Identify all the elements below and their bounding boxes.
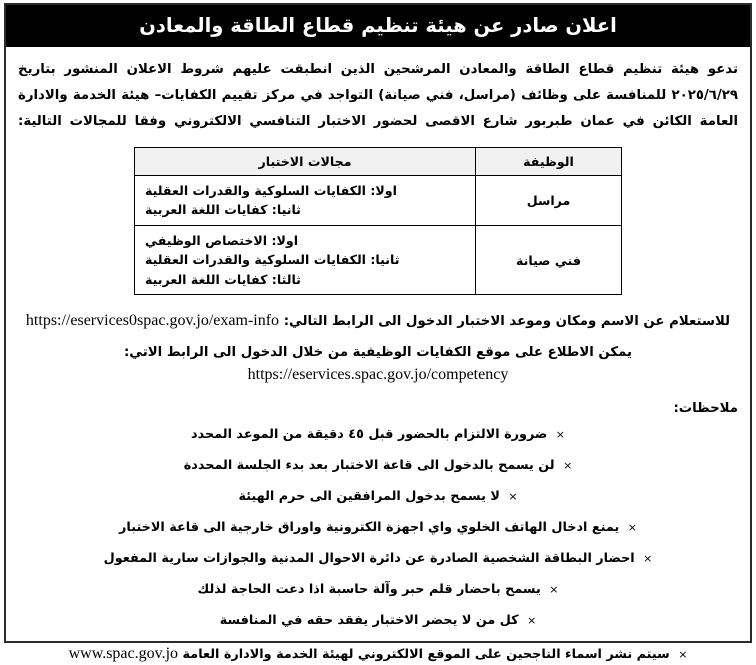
bullet-x-icon: × [508,490,518,504]
note-text: سيتم نشر اسماء الناجحين على الموقع الالكتروني لهيئة الخدمة والادارة العامة [182,646,670,662]
note-text: يسمح باحضار قلم حبر وآلة حاسبة اذا دعت الحاجة لذلك [197,581,541,597]
note-text: احضار البطاقة الشخصية الصادرة عن دائرة الاحوال المدنية والجوازات سارية المفعول [103,550,635,566]
exam-info-url[interactable]: https://eservices0spac.gov.jo/exam-info [25,312,280,330]
cell-job-title: مراسل [476,175,622,225]
bullet-x-icon: × [527,613,537,627]
bullet-x-icon: × [549,582,559,596]
exam-info-link-line [18,309,738,333]
exam-areas-table [134,147,622,296]
announcement-banner [6,5,750,47]
notes-heading: ملاحظات: [673,401,738,417]
table-row [135,225,622,295]
competency-url[interactable]: https://eservices.spac.gov.jo/competency [247,366,509,384]
exam-area-line: ثانيا: الكفايات السلوكية والقدرات العقلية [145,252,400,268]
bullet-x-icon: × [678,647,688,661]
spac-website-url[interactable]: www.spac.gov.jo [68,644,179,662]
intro-paragraph: تدعو هيئة تنظيم قطاع الطاقة والمعادن المرشحين الذين انطبقت عليهم شروط الاعلان المنشور بتاريخ ٢٠٢٥/٦/٢٩ للمنافسة على وظائف (مراسل، فني صيانة) التواجد في مركز تقييم الكفايات– هيئة الخدمة والادارة العامة الكائن في عمان طبربور شارع الاقصى لحضور الاختبار التنافسي الالكتروني وفقا للمجالات التالية: [18,62,738,129]
list-item [18,612,738,630]
competency-link-label: يمكن الاطلاع على موقع الكفايات الوظيفية من خلال الدخول الى الرابط الاتي: [123,345,633,361]
bullet-x-icon: × [627,521,637,534]
page-title: اعلان صادر عن هيئة تنظيم قطاع الطاقة والمعادن [139,14,617,38]
note-text: يمنع ادخال الهاتف الخلوي واي اجهزة الكترونية واوراق خارجية الى قاعة الاختبار [119,520,620,535]
list-item [18,519,738,537]
bullet-x-icon: × [555,428,565,442]
list-item [18,643,738,665]
notes-list [18,426,738,665]
exam-area-line: ثانيا: كفايات اللغة العربية [145,202,301,218]
exam-area-line: اولا: الكفايات السلوكية والقدرات العقلية [145,182,397,198]
cell-exam-areas [135,225,476,295]
column-header-job: الوظيفة [476,147,622,175]
document-body [6,47,750,665]
competency-link-line [18,343,738,387]
note-text: لا يسمح بدخول المرافقين الى حرم الهيئة [238,489,500,505]
cell-job-title: فني صيانة [476,225,622,295]
list-item [18,581,738,599]
note-text: لن يسمح بالدخول الى قاعة الاختبار بعد بدء الجلسة المحددة [183,458,555,474]
list-item [18,457,738,475]
list-item [18,550,738,568]
announcement-sheet [4,3,752,662]
bullet-x-icon: × [563,459,573,473]
list-item [18,488,738,506]
exam-area-line: اولا: الاختصاص الوظيفي [145,232,299,248]
table-body [135,175,622,295]
column-header-areas: مجالات الاختبار [135,147,476,175]
exam-area-line: ثالثا: كفايات اللغة العربية [145,271,301,287]
note-text: كل من لا يحضر الاختبار يفقد حقه في المنافسة [219,612,519,628]
list-item [18,426,738,444]
table-row [135,175,622,225]
table-head [135,147,622,175]
bullet-x-icon: × [643,551,653,565]
cell-exam-areas [135,175,476,225]
note-text: ضرورة الالتزام بالحضور قبل ٤٥ دقيقة من الموعد المحدد [191,427,548,443]
table-header-row [135,147,622,175]
exam-info-link-label: للاستعلام عن الاسم ومكان وموعد الاختبار الدخول الى الرابط التالي: [283,314,731,330]
